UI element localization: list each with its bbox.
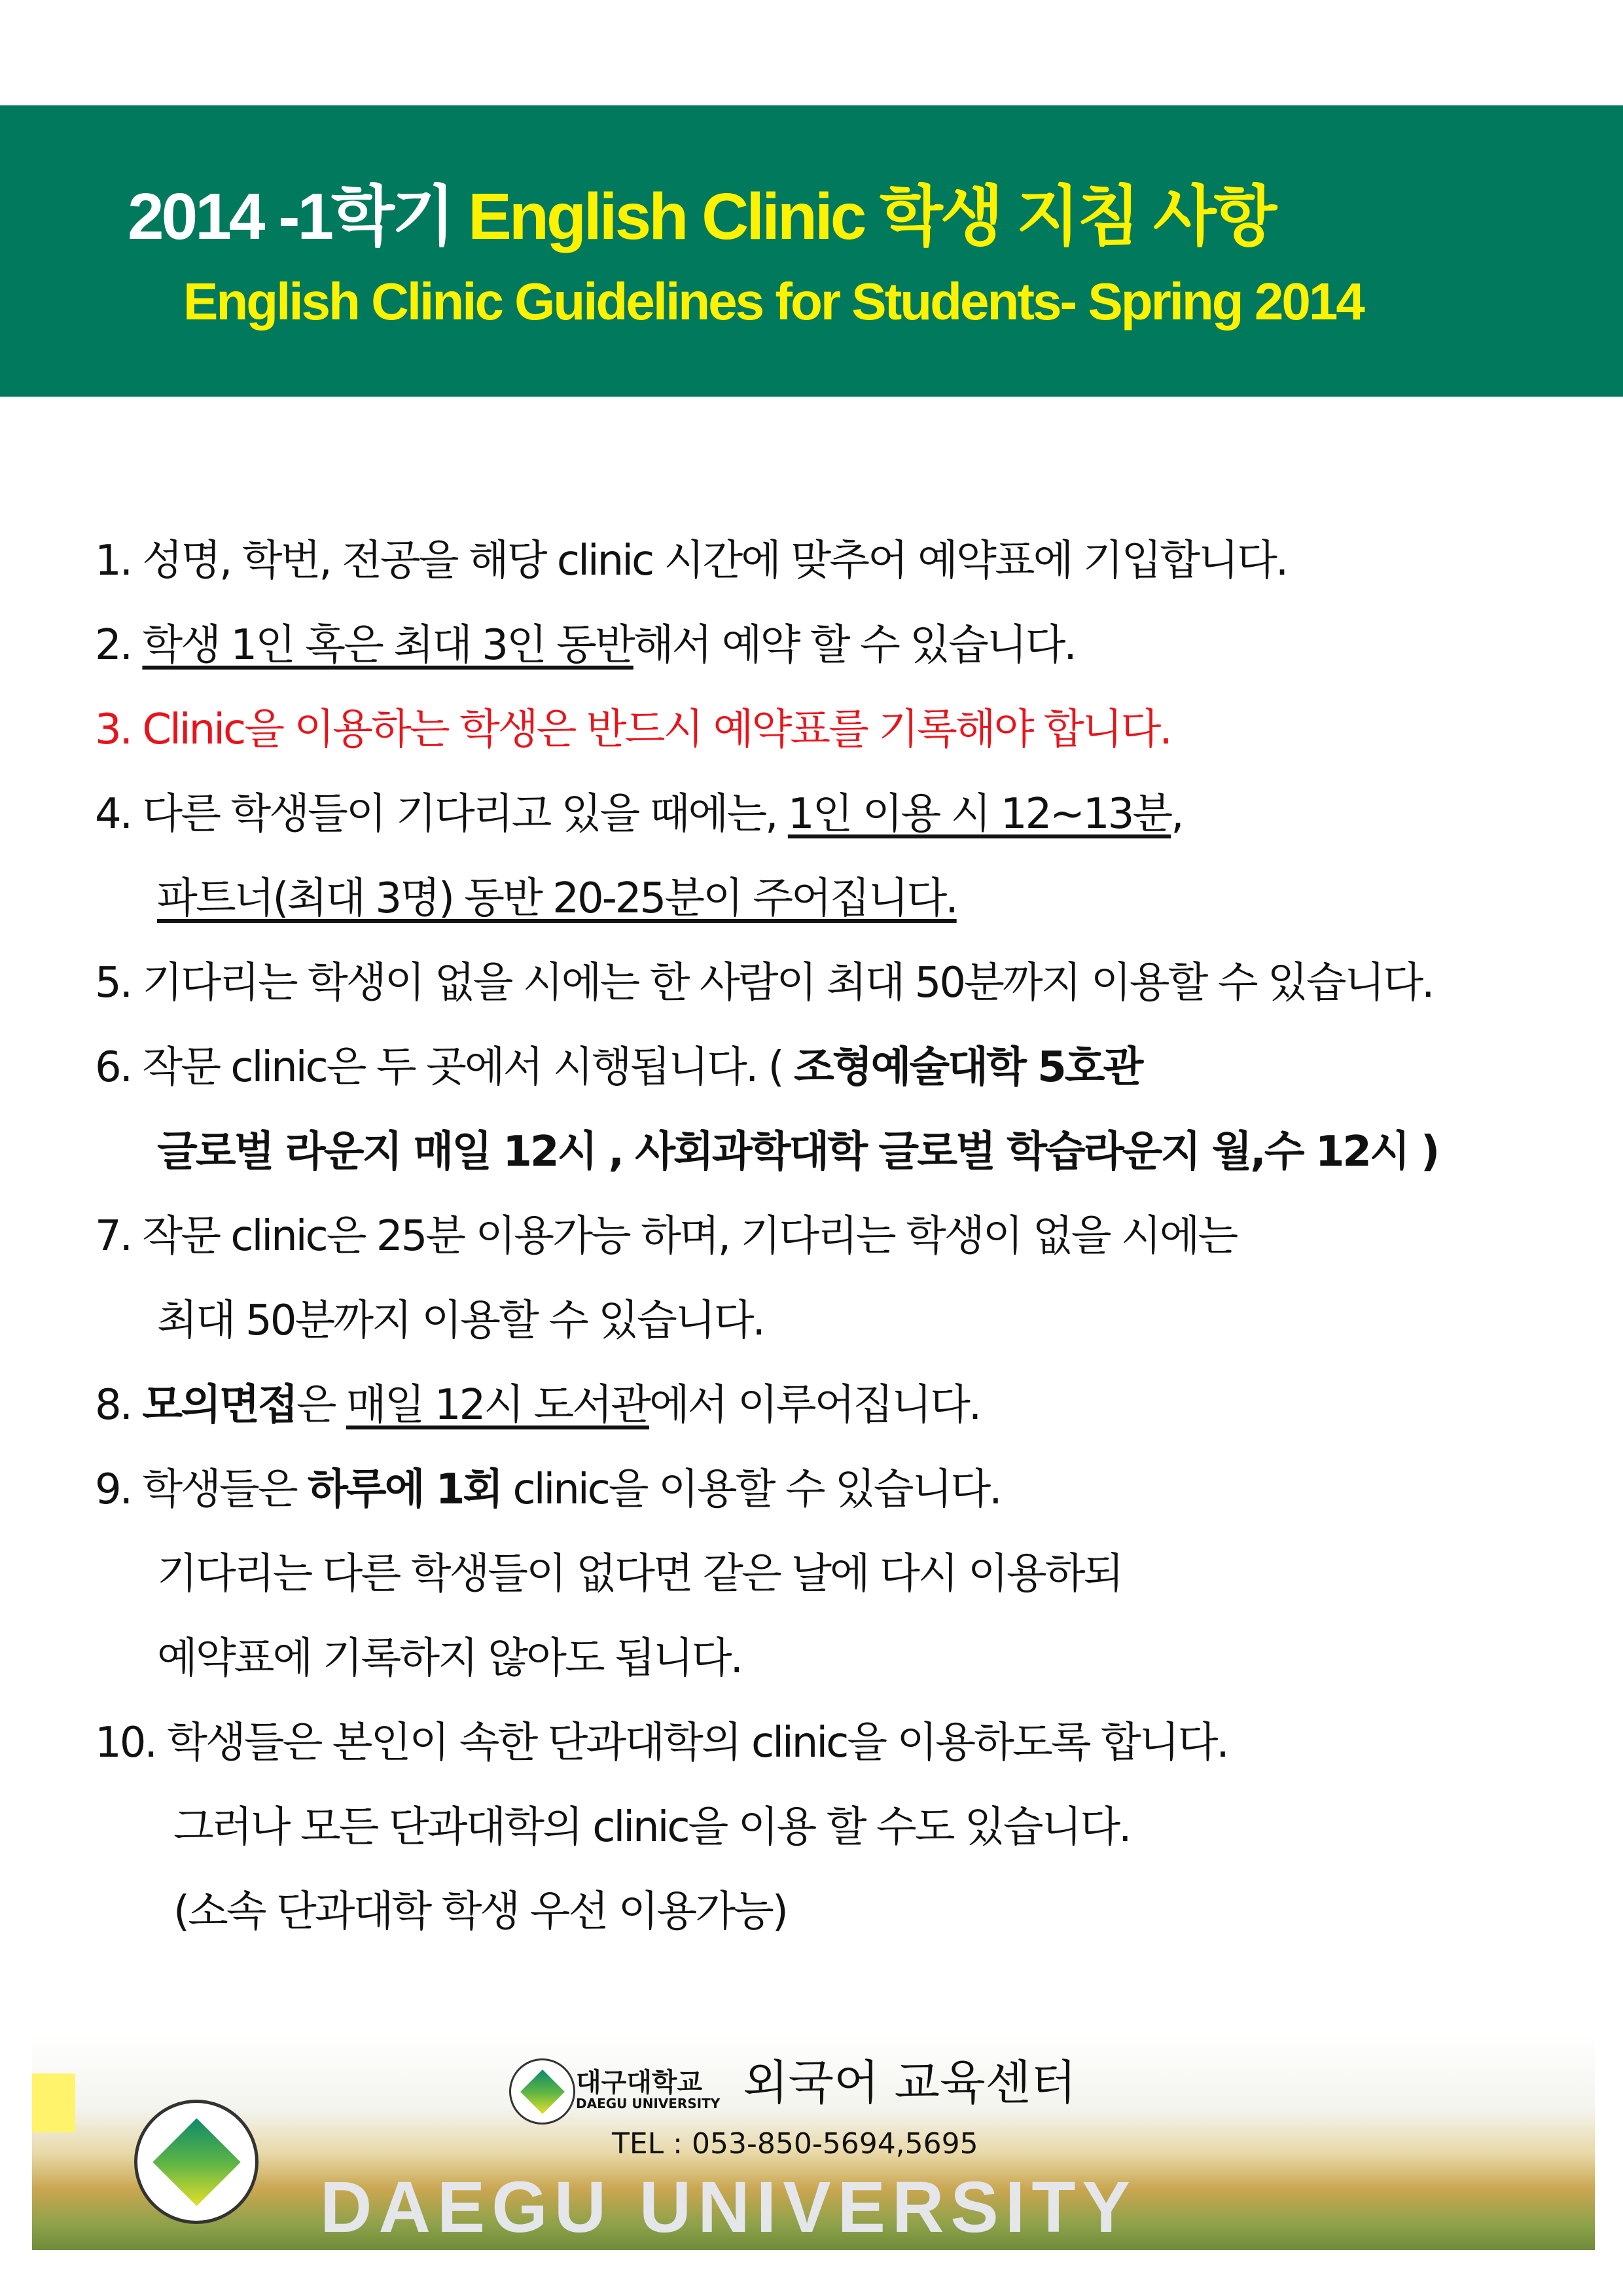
guideline-line <box>157 1540 1122 1600</box>
guideline-line <box>173 1878 787 1938</box>
guideline-text: 은 <box>296 1381 346 1429</box>
title-main: English Clinic 학생 지침 사항 <box>468 180 1275 253</box>
guideline-text: 9. 학생들은 <box>95 1465 308 1514</box>
guideline-line <box>95 949 1433 1009</box>
guideline-text: 기다리는 다른 학생들이 없다면 같은 날에 다시 이용하되 <box>157 1550 1122 1598</box>
university-seal-logo <box>134 2100 259 2224</box>
guideline-text: 4. 다른 학생들이 기다리고 있을 때에는, <box>95 790 788 838</box>
university-logo-small <box>509 2058 575 2125</box>
guideline-text: 2. <box>95 621 143 670</box>
banner-word: DAEGU UNIVERSITY <box>320 2167 1137 2248</box>
guideline-text: clinic을 이용할 수 있습니다. <box>501 1465 1001 1514</box>
guideline-line <box>95 780 1183 840</box>
title-semester: 2014 -1학기 <box>128 180 469 253</box>
guideline-line <box>173 1793 1130 1854</box>
guideline-text: 1인 이용 시 12~13분 <box>787 790 1171 838</box>
guideline-line <box>157 1287 764 1347</box>
center-name: 외국어 교육센터 <box>743 2055 1077 2110</box>
guideline-line <box>95 1033 1141 1094</box>
guideline-line <box>95 1371 980 1431</box>
guideline-text: 파트너(최대 3명) 동반 20-25분이 주어집니다. <box>157 874 957 923</box>
guideline-line <box>95 611 1075 672</box>
title-english: English Clinic Guidelines for Students- Spring 2014 <box>183 272 1363 331</box>
guideline-text: 10. 학생들은 본인이 속한 단과대학의 clinic을 이용하도록 합니다. <box>95 1719 1228 1767</box>
guideline-text: 1. 성명, 학번, 전공을 해당 clinic 시간에 맞추어 예약표에 기입합니다. <box>95 537 1287 585</box>
guideline-text: 그러나 모든 단과대학의 clinic을 이용 할 수도 있습니다. <box>173 1803 1130 1852</box>
guideline-text: 7. 작문 clinic은 25분 이용가능 하며, 기다리는 학생이 없을 시에는 <box>95 1212 1237 1261</box>
guideline-line <box>95 1456 1001 1516</box>
guideline-text: 해서 예약 할 수 있습니다. <box>633 621 1075 670</box>
decorative-bar <box>32 2073 75 2132</box>
guideline-line <box>157 865 957 925</box>
guideline-text: 에서 이루어집니다. <box>649 1381 980 1429</box>
guideline-text: 하루에 1회 <box>308 1465 502 1514</box>
guideline-text: 학생 1인 혹은 최대 3인 동반 <box>142 621 633 670</box>
title-korean <box>128 164 1274 258</box>
guideline-line <box>95 696 1171 756</box>
guideline-text: 5. 기다리는 학생이 없을 시에는 한 사람이 최대 50분까지 이용할 수 있습니다. <box>95 959 1433 1007</box>
telephone: TEL : 053-850-5694,5695 <box>612 2127 978 2161</box>
guideline-text: 3. Clinic을 이용하는 학생은 반드시 예약표를 기록해야 합니다. <box>95 706 1171 754</box>
guideline-text: 예약표에 기록하지 않아도 됩니다. <box>157 1634 741 1683</box>
guideline-text: 8. <box>95 1381 143 1429</box>
guideline-line <box>157 1118 1438 1178</box>
guideline-text: 글로벌 라운지 매일 12시 , 사회과학대학 글로벌 학습라운지 월,수 12시 ) <box>157 1128 1438 1176</box>
guideline-text: 최대 50분까지 이용할 수 있습니다. <box>157 1297 764 1345</box>
guideline-line <box>157 1624 741 1685</box>
guideline-line <box>95 1709 1228 1769</box>
guideline-text: 6. 작문 clinic은 두 곳에서 시행됩니다. ( <box>95 1043 794 1092</box>
university-name-ko: 대구대학교 <box>576 2068 703 2098</box>
guideline-text: (소속 단과대학 학생 우선 이용가능) <box>173 1888 787 1936</box>
guideline-text: 모의면접 <box>142 1381 296 1429</box>
guideline-line <box>95 1202 1236 1263</box>
guideline-text: 매일 12시 도서관 <box>346 1381 649 1429</box>
guideline-text: 조형예술대학 5호관 <box>793 1043 1142 1092</box>
guideline-text: , <box>1171 790 1183 838</box>
university-name-en: DAEGU UNIVERSITY <box>576 2096 721 2111</box>
guideline-line <box>95 527 1287 587</box>
